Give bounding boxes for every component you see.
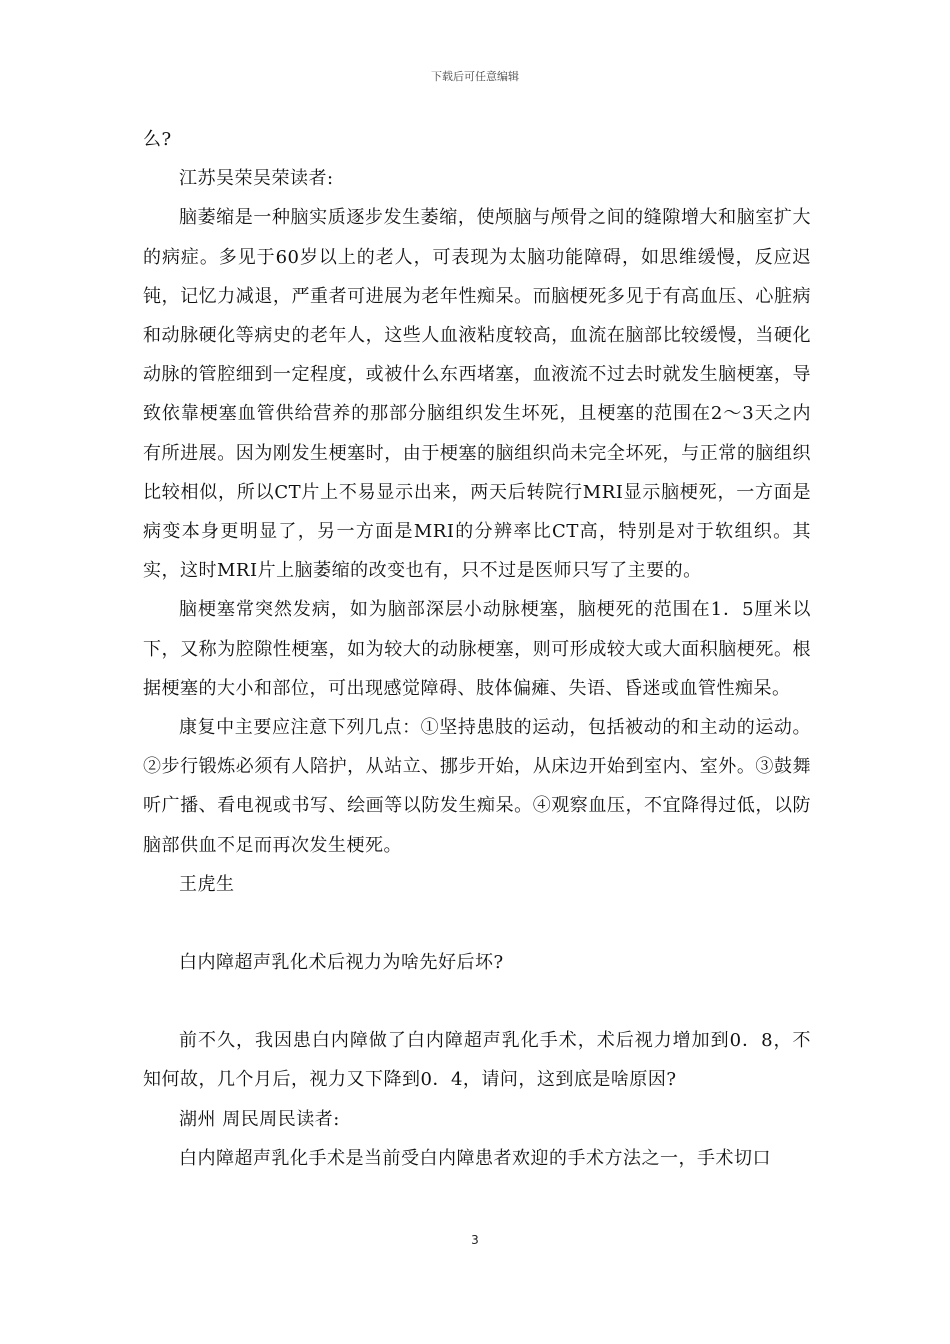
section-gap: [143, 904, 811, 943]
reader-attribution: 江苏吴荣吴荣读者:: [179, 168, 334, 190]
document-body: [143, 120, 811, 1178]
question-paragraph: 前不久，我因患白内障做了白内障超声乳化手术，术后视力增加到0．8，不知何故，几个月后，视力又下降到0．4，请问，这到底是啥原因?: [143, 1030, 811, 1091]
page-number: 3: [471, 1233, 479, 1247]
paragraph-continuation: 么?: [143, 129, 172, 150]
reader-attribution: 湖州 周民周民读者:: [179, 1108, 340, 1130]
answer-paragraph: 脑萎缩是一种脑实质逐步发生萎缩，使颅脑与颅骨之间的缝隙增大和脑室扩大的病症。多见于60岁以上的老人，可表现为太脑功能障碍，如思维缓慢，反应迟钝，记忆力减退，严重者可进展为老年性痴呆。而脑梗死多见于有高血压、心脏病和动脉硬化等病史的老年人，这些人血液粘度较高，血流在脑部比较缓慢，当硬化动脉的管腔细到一定程度，或被什么东西堵塞，血液流不过去时就发生脑梗塞，导致依靠梗塞血管供给营养的那部分脑组织发生坏死，且梗塞的范围在2～3天之内有所进展。因为刚发生梗塞时，由于梗塞的脑组织尚未完全坏死，与正常的脑组织比较相似，所以CT片上不易显示出来，两天后转院行MRI显示脑梗死，一方面是病变本身更明显了，另一方面是MRI的分辨率比CT高，特别是对于软组织。其实，这时MRI片上脑萎缩的改变也有，只不过是医师只写了主要的。: [143, 207, 811, 582]
answer-paragraph: 脑梗塞常突然发病，如为脑部深层小动脉梗塞，脑梗死的范围在1．5厘米以下，又称为腔隙性梗塞，如为较大的动脉梗塞，则可形成较大或大面积脑梗死。根据梗塞的大小和部位，可出现感觉障碍、肢体偏瘫、失语、昏迷或血管性痴呆。: [143, 599, 811, 699]
section-gap: [143, 982, 811, 1021]
answer-paragraph: 康复中主要应注意下列几点：①坚持患肢的运动，包括被动的和主动的运动。②步行锻炼必须有人陪护，从站立、挪步开始，从床边开始到室内、室外。③鼓舞听广播、看电视或书写、绘画等以防发生痴呆。④观察血压，不宜降得过低，以防脑部供血不足而再次发生梗死。: [143, 717, 811, 856]
section-title: 白内障超声乳化术后视力为啥先好后坏?: [179, 952, 504, 974]
page-header: 下载后可任意编辑: [431, 70, 519, 83]
answer-paragraph: 白内障超声乳化手术是当前受白内障患者欢迎的手术方法之一，手术切口: [179, 1147, 771, 1169]
author-signature: 王虎生: [179, 873, 235, 895]
